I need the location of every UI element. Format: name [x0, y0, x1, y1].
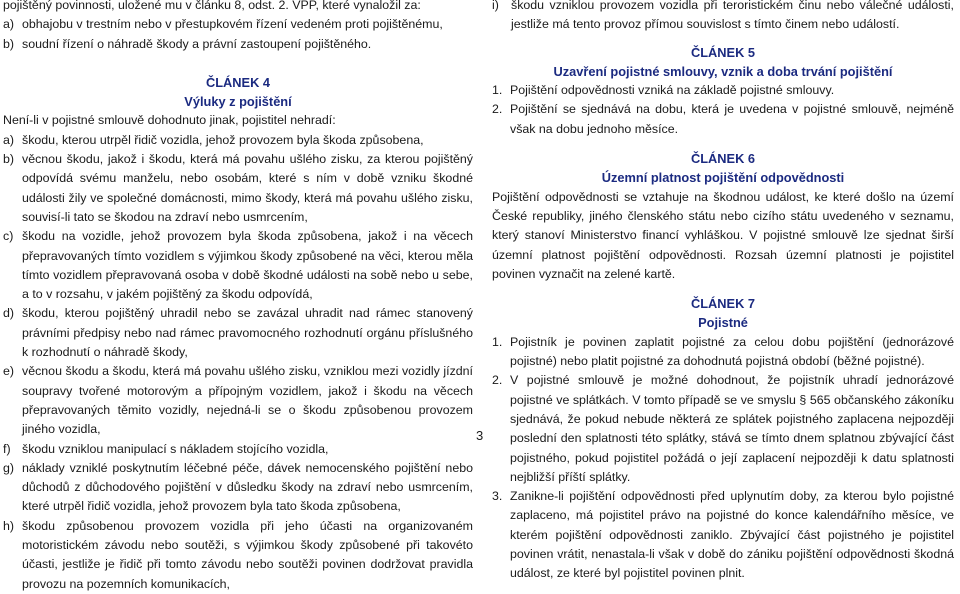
list-item	[492, 100, 954, 139]
list-item	[3, 362, 473, 439]
item-marker: h)	[3, 518, 15, 533]
list-item	[3, 150, 473, 227]
item-marker: d)	[3, 306, 15, 321]
item-text: škodu vzniklou provozem vozidla při teroristickém činu nebo válečné události, jestliže má tento provoz přímou souvislost s tímto činem nebo událostí.	[511, 0, 954, 32]
item-marker: b)	[3, 36, 15, 51]
item-marker: a)	[3, 132, 15, 147]
list-item	[3, 459, 473, 517]
item-text: náklady vzniklé poskytnutím léčebné péče, dávek nemocenského pojištění nebo důchodů z důchodového pojištění v důsledku škody na zdraví nebo usmrcením, které utrpěl řidič vozidla, jehož provozem byla tato škoda způsobena,	[22, 460, 473, 514]
list-item	[492, 0, 954, 35]
item-marker: g)	[3, 460, 15, 475]
item-text: Pojištění se sjednává na dobu, která je uvedena v pojistné smlouvě, nejméně však na dobu jednoho měsíce.	[510, 102, 954, 136]
item-text: obhajobu v trestním nebo v přestupkovém řízení vedeném proti pojištěnému,	[22, 17, 443, 32]
list-item	[3, 440, 473, 459]
article-6-body: Pojištění odpovědnosti se vztahuje na škodnou událost, ke které došlo na území České republiky, jiného členského státu nebo cizího státu uvedeného v seznamu, který stanoví Ministerstvo financí vyhláškou. V pojistné smlouvě lze sjednat širší územní platnost pojištění odpovědnosti. Rozsah územní platnosti je pojistitel povinen vyznačit na zelené kartě.	[492, 189, 954, 281]
item-marker: 2.	[492, 102, 503, 117]
article-6-number: ČLÁNEK 6	[691, 151, 755, 167]
intro-line: pojištěný povinnosti, uložené mu v článku 8, odst. 2. VPP, které vynaložil za:	[3, 0, 421, 12]
item-text: škodu, kterou utrpěl řidič vozidla, jehož provozem byla škoda způsobena,	[22, 132, 424, 147]
item-text: Pojištění odpovědnosti vzniká na základě pojistné smlouvy.	[510, 83, 835, 98]
item-text: věcnou škodu, jakož i škodu, která má povahu ušlého zisku, za kterou pojištěný odpovídá svému manželu, nebo osobám, které s ním v době vzniku škodné události žily ve společné domácnosti, mimo škody, která má povahu ušlého zisku, souvisí-li tato se škodou na zdraví nebo usmrcením,	[22, 152, 473, 224]
item-text: škodu, kterou pojištěný uhradil nebo se zavázal uhradit nad rámec stanovený právními předpisy nebo nad rámec pravomocného rozhodnutí orgánu příslušného k rozhodnutí o náhradě škody,	[22, 306, 473, 360]
article-4-lead: Není-li v pojistné smlouvě dohodnuto jinak, pojistitel nehradí:	[3, 113, 336, 128]
item-text: škodu způsobenou provozem vozidla při jeho účasti na organizovaném motoristickém závodu nebo soutěži, s výjimkou škody způsobené při takovéto účasti, jestliže je řidič při tomto závodu nebo soutěži povinen dodržovat pravidla provozu na pozemních komunikacích,	[22, 518, 473, 591]
item-marker: 1.	[492, 334, 503, 349]
item-text: škodu vzniklou manipulací s nákladem stojícího vozidla,	[22, 441, 329, 456]
item-marker: f)	[3, 441, 11, 456]
item-text: Pojistník je povinen zaplatit pojistné za celou dobu pojištění (jednorázové pojistné) nebo platit pojistné za dohodnutá pojistná období (běžné pojistné).	[510, 334, 954, 369]
list-item	[3, 517, 473, 594]
item-marker: e)	[3, 364, 15, 379]
item-text: škodu na vozidle, jehož provozem byla škoda způsobena, jakož i na věcech přepravovaných tímto vozidlem s výjimkou škody způsobené na věci, kterou měla tímto vozidlem přepravovaná osoba v době škodné události na sobě nebo u sebe, a to v rozsahu, v jakém pojištěný za škodu odpovídá,	[22, 229, 473, 302]
list-item	[3, 15, 473, 34]
item-text: soudní řízení o náhradě škody a právní zastoupení pojištěného.	[22, 36, 372, 51]
item-marker: 1.	[492, 83, 503, 98]
page-number: 3	[476, 428, 484, 443]
list-item	[492, 333, 954, 372]
item-text: věcnou škodu a škodu, která má povahu ušlého zisku, vzniklou mezi vozidly jízdní soupravy tvořené motorovým a přípojným vozidlem, jakož i škodu na věcech přepravovaných těmito vozidly, nejedná-li se o škodu způsobenou provozem jiného vozidla,	[22, 364, 473, 437]
article-7-number: ČLÁNEK 7	[691, 296, 755, 312]
list-item	[3, 227, 473, 304]
item-text: Zanikne-li pojištění odpovědnosti před uplynutím doby, za kterou bylo pojistné zaplaceno, má pojistitel právo na pojistné do konce kalendářního měsíce, ve kterém pojištění odpovědnosti zaniklo. Zbývající část pojistného je pojistitel povinen vrátit, nenastala-li však v době do zániku pojištění odpovědnosti škodná událost, ze které byl pojistitel povinen plnit.	[510, 489, 954, 581]
item-marker: c)	[3, 229, 14, 244]
item-text: V pojistné smlouvě je možné dohodnout, že pojistník uhradí jednorázové pojistné ve splátkách. V tomto případě se ve smyslu § 565 občanského zákoníku sjednává, že pokud nebude některá ze splátek pojistného zaplacena nejpozději poslední den splatnosti této splátky, stává se tímto dnem splatnou zbývající část pojistného, pokud pojistitel požádá o její zaplacení nejpozději k datu splatnosti nejbližší příští splátky.	[510, 373, 954, 484]
article-4-title: Výluky z pojištění	[184, 94, 292, 110]
item-marker: a)	[3, 17, 15, 32]
item-marker: 3.	[492, 489, 503, 504]
item-marker: 2.	[492, 373, 503, 388]
list-item	[3, 35, 473, 54]
list-item	[3, 131, 473, 150]
right-column	[492, 0, 954, 584]
list-item	[3, 304, 473, 362]
list-item	[492, 371, 954, 487]
article-4-number: ČLÁNEK 4	[206, 74, 270, 90]
article-6-title: Územní platnost pojištění odpovědnosti	[601, 170, 845, 186]
article-7-title: Pojistné	[698, 315, 748, 331]
article-5-number: ČLÁNEK 5	[691, 44, 755, 60]
list-item	[492, 487, 954, 583]
item-marker: b)	[3, 152, 15, 167]
item-marker: i)	[492, 0, 499, 12]
left-column	[3, 0, 473, 594]
article-5-title: Uzavření pojistné smlouvy, vznik a doba trvání pojištění	[553, 63, 893, 79]
list-item	[492, 81, 954, 100]
